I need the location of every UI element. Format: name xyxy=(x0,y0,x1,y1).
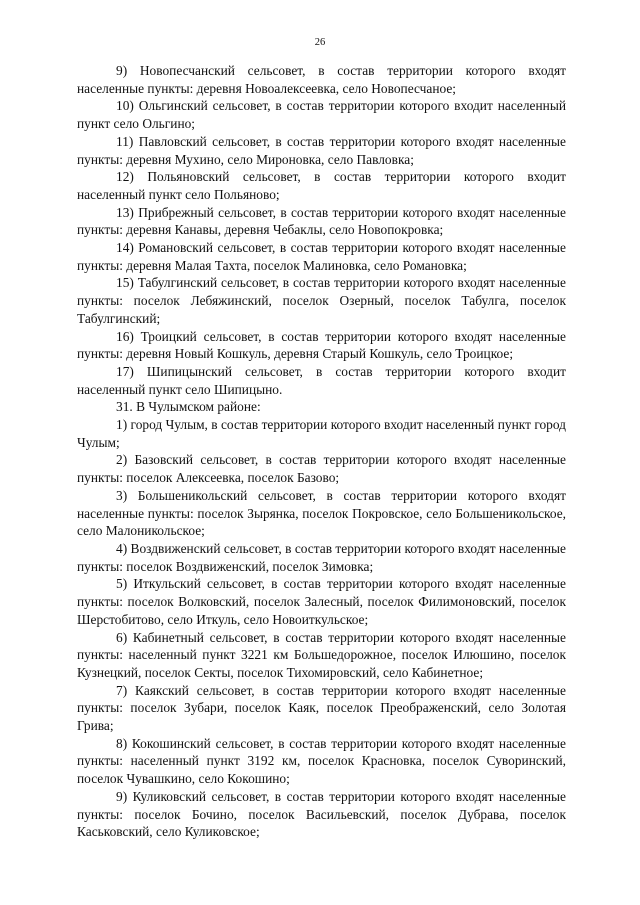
document-body xyxy=(77,62,566,841)
paragraph-polyanovsky: 12) Польяновский сельсовет, в состав территории которого входит населенный пункт село Польяново; xyxy=(77,169,566,202)
paragraph-chulym-city: 1) город Чулым, в состав территории которого входит населенный пункт город Чулым; xyxy=(77,417,566,450)
paragraph-itkulsky: 5) Иткульский сельсовет, в состав территории которого входят населенные пункты: поселок Волковский, поселок Залесный, поселок Филимоновский, поселок Шерстобитово, село Иткуль, село Новоиткульское; xyxy=(77,576,566,627)
paragraph-olginsky: 10) Ольгинский сельсовет, в состав территории которого входит населенный пункт село Ольгино; xyxy=(77,98,566,132)
paragraph-kabinetny: 6) Кабинетный сельсовет, в состав территории которого входят населенные пункты: населенный пункт 3221 км Большедорожное, поселок Илюшино, поселок Кузнецкий, поселок Секты, поселок Тихомировский, село Кабинетное; xyxy=(77,629,566,680)
paragraph-bazovsky: 2) Базовский сельсовет, в состав территории которого входят населенные пункты: поселок Алексеевка, поселок Базово; xyxy=(77,452,566,486)
paragraph-kulikovsky: 9) Куликовский сельсовет, в состав территории которого входят населенные пункты: поселок Бочино, поселок Васильевский, поселок Дубрава, поселок Каськовский, село Куликовское; xyxy=(77,788,566,840)
section-heading-chulym-district: 31. В Чулымском районе: xyxy=(116,399,261,415)
paragraph-shipitsynsky: 17) Шипицынский сельсовет, в состав территории которого входит населенный пункт село Шипицыно. xyxy=(77,363,566,397)
paragraph-romanovsky: 14) Романовский сельсовет, в состав территории которого входят населенные пункты: деревня Малая Тахта, поселок Малиновка, село Романовка; xyxy=(77,240,566,273)
paragraph-tabulginsky: 15) Табулгинский сельсовет, в состав территории которого входят населенные пункты: поселок Лебяжинский, поселок Озерный, поселок Табулга, поселок Табулгинский; xyxy=(77,275,566,326)
paragraph-pribrezhny: 13) Прибрежный сельсовет, в состав территории которого входят населенные пункты: деревня Канавы, деревня Чебаклы, село Новопокровка; xyxy=(77,204,566,238)
paragraph-novopeschansky: 9) Новопесчанский сельсовет, в состав территории которого входят населенные пункты: деревня Новоалексеевка, село Новопесчаное; xyxy=(77,63,566,96)
paragraph-kokoshinsky: 8) Кокошинский сельсовет, в состав территории которого входят населенные пункты: населенный пункт 3192 км, поселок Красновка, поселок Суворинский, поселок Чувашкино, село Кокошино; xyxy=(77,735,566,787)
paragraph-troitsky: 16) Троицкий сельсовет, в состав территории которого входят населенные пункты: деревня Новый Кошкуль, деревня Старый Кошкуль, село Троицкое; xyxy=(77,328,566,362)
paragraph-kayaksky: 7) Каякский сельсовет, в состав территории которого входят населенные пункты: поселок Зубари, поселок Каяк, поселок Преображенский, село Золотая Грива; xyxy=(77,682,566,734)
page-number: 26 xyxy=(314,37,326,48)
paragraph-vozdvizhensky: 4) Воздвиженский сельсовет, в состав территории которого входят населенные пункты: поселок Воздвиженский, поселок Зимовка; xyxy=(77,540,566,574)
paragraph-bolshenikolsky: 3) Большеникольский сельсовет, в состав территории которого входят населенные пункты: поселок Зырянка, поселок Покровское, село Большеникольское, село Малоникольское; xyxy=(77,487,566,539)
paragraph-pavlovsky: 11) Павловский сельсовет, в состав территории которого входят населенные пункты: деревня Мухино, село Мироновка, село Павловка; xyxy=(77,133,566,167)
